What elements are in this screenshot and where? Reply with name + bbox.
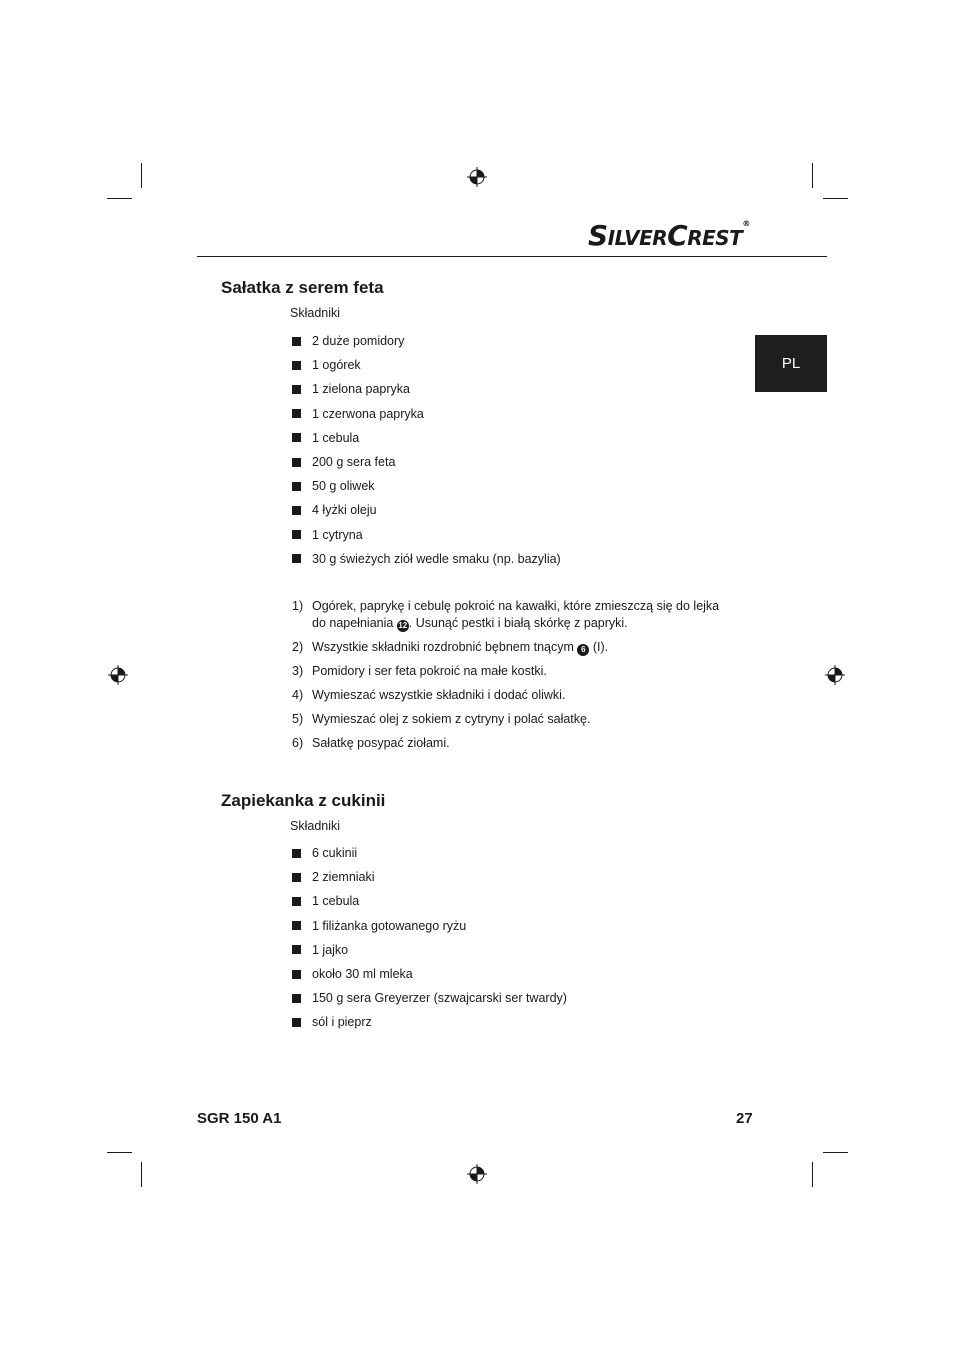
bullet-square-icon	[292, 337, 301, 346]
bullet-square-icon	[292, 409, 301, 418]
bullet-square-icon	[292, 945, 301, 954]
instruction-list	[292, 598, 732, 759]
part-number-12-icon: 12	[398, 621, 408, 630]
bullet-square-icon	[292, 554, 301, 563]
instruction-step: 6) Sałatkę posypać ziołami.	[292, 736, 450, 750]
ingredient-list	[292, 841, 567, 1035]
instruction-step: 4) Wymieszać wszystkie składniki i dodać oliwki.	[292, 688, 566, 702]
page-number: 27	[736, 1110, 753, 1127]
bullet-square-icon	[292, 361, 301, 370]
list-item: 6 cukinii	[292, 841, 567, 865]
footer-model-number: SGR 150 A1	[197, 1110, 282, 1127]
list-item: 1 czerwona papryka	[292, 402, 561, 426]
list-item: około 30 ml mleka	[292, 962, 567, 986]
list-item: 2 duże pomidory	[292, 329, 561, 353]
bullet-square-icon	[292, 1018, 301, 1027]
registration-mark-icon	[108, 665, 128, 685]
bullet-square-icon	[292, 994, 301, 1003]
list-item: 150 g sera Greyerzer (szwajcarski ser twardy)	[292, 986, 567, 1010]
instruction-step: 3) Pomidory i ser feta pokroić na małe kostki.	[292, 664, 547, 678]
list-item: 1 filiżanka gotowanego ryżu	[292, 914, 567, 938]
bullet-square-icon	[292, 458, 301, 467]
list-item: 200 g sera feta	[292, 450, 561, 474]
bullet-square-icon	[292, 873, 301, 882]
registration-mark-icon	[825, 665, 845, 685]
crop-mark	[812, 163, 813, 188]
ingredients-label: Składniki	[290, 819, 341, 833]
list-item: sól i pieprz	[292, 1010, 567, 1034]
bullet-square-icon	[292, 970, 301, 979]
part-number-6-icon: 6	[577, 644, 589, 656]
list-item: 1 cebula	[292, 426, 561, 450]
crop-mark	[107, 198, 132, 199]
list-item: 1 cebula	[292, 889, 567, 913]
crop-mark	[141, 163, 142, 188]
list-item: 4 łyżki oleju	[292, 498, 561, 522]
list-item: 50 g oliwek	[292, 474, 561, 498]
list-item: 30 g świeżych ziół wedle smaku (np. bazylia)	[292, 547, 561, 571]
list-item: 1 ogórek	[292, 353, 561, 377]
bullet-square-icon	[292, 385, 301, 394]
bullet-square-icon	[292, 506, 301, 515]
bullet-square-icon	[292, 433, 301, 442]
silvercrest-logo: SILVERCREST®	[588, 219, 750, 252]
instruction-step: 5) Wymieszać olej z sokiem z cytryny i polać sałatkę.	[292, 712, 591, 726]
ingredients-label: Składniki	[290, 306, 341, 320]
registration-mark-icon	[467, 167, 487, 187]
header-rule	[197, 256, 827, 257]
recipe-title: Sałatka z serem feta	[221, 278, 384, 297]
instruction-step: 1) Ogórek, paprykę i cebulę pokroić na kawałki, które zmieszczą się do lejka do napełniania 12 . Usunąć pestki i białą skórkę z papryki.	[292, 599, 720, 630]
bullet-square-icon	[292, 530, 301, 539]
list-item: 2 ziemniaki	[292, 865, 567, 889]
crop-mark	[107, 1152, 132, 1153]
list-item: 1 zielona papryka	[292, 377, 561, 401]
ingredient-list	[292, 329, 561, 571]
bullet-square-icon	[292, 921, 301, 930]
instruction-step: 2) Wszystkie składniki rozdrobnić bębnem tnącym 6 (I).	[292, 640, 609, 654]
crop-mark	[141, 1162, 142, 1187]
registration-mark-icon	[467, 1164, 487, 1184]
language-tab	[755, 335, 827, 392]
crop-mark	[812, 1162, 813, 1187]
list-item: 1 cytryna	[292, 523, 561, 547]
bullet-square-icon	[292, 897, 301, 906]
bullet-square-icon	[292, 482, 301, 491]
bullet-square-icon	[292, 849, 301, 858]
language-tab-label: PL	[781, 355, 801, 372]
recipe-title: Zapiekanka z cukinii	[221, 791, 386, 810]
crop-mark	[823, 1152, 848, 1153]
list-item: 1 jajko	[292, 938, 567, 962]
crop-mark	[823, 198, 848, 199]
